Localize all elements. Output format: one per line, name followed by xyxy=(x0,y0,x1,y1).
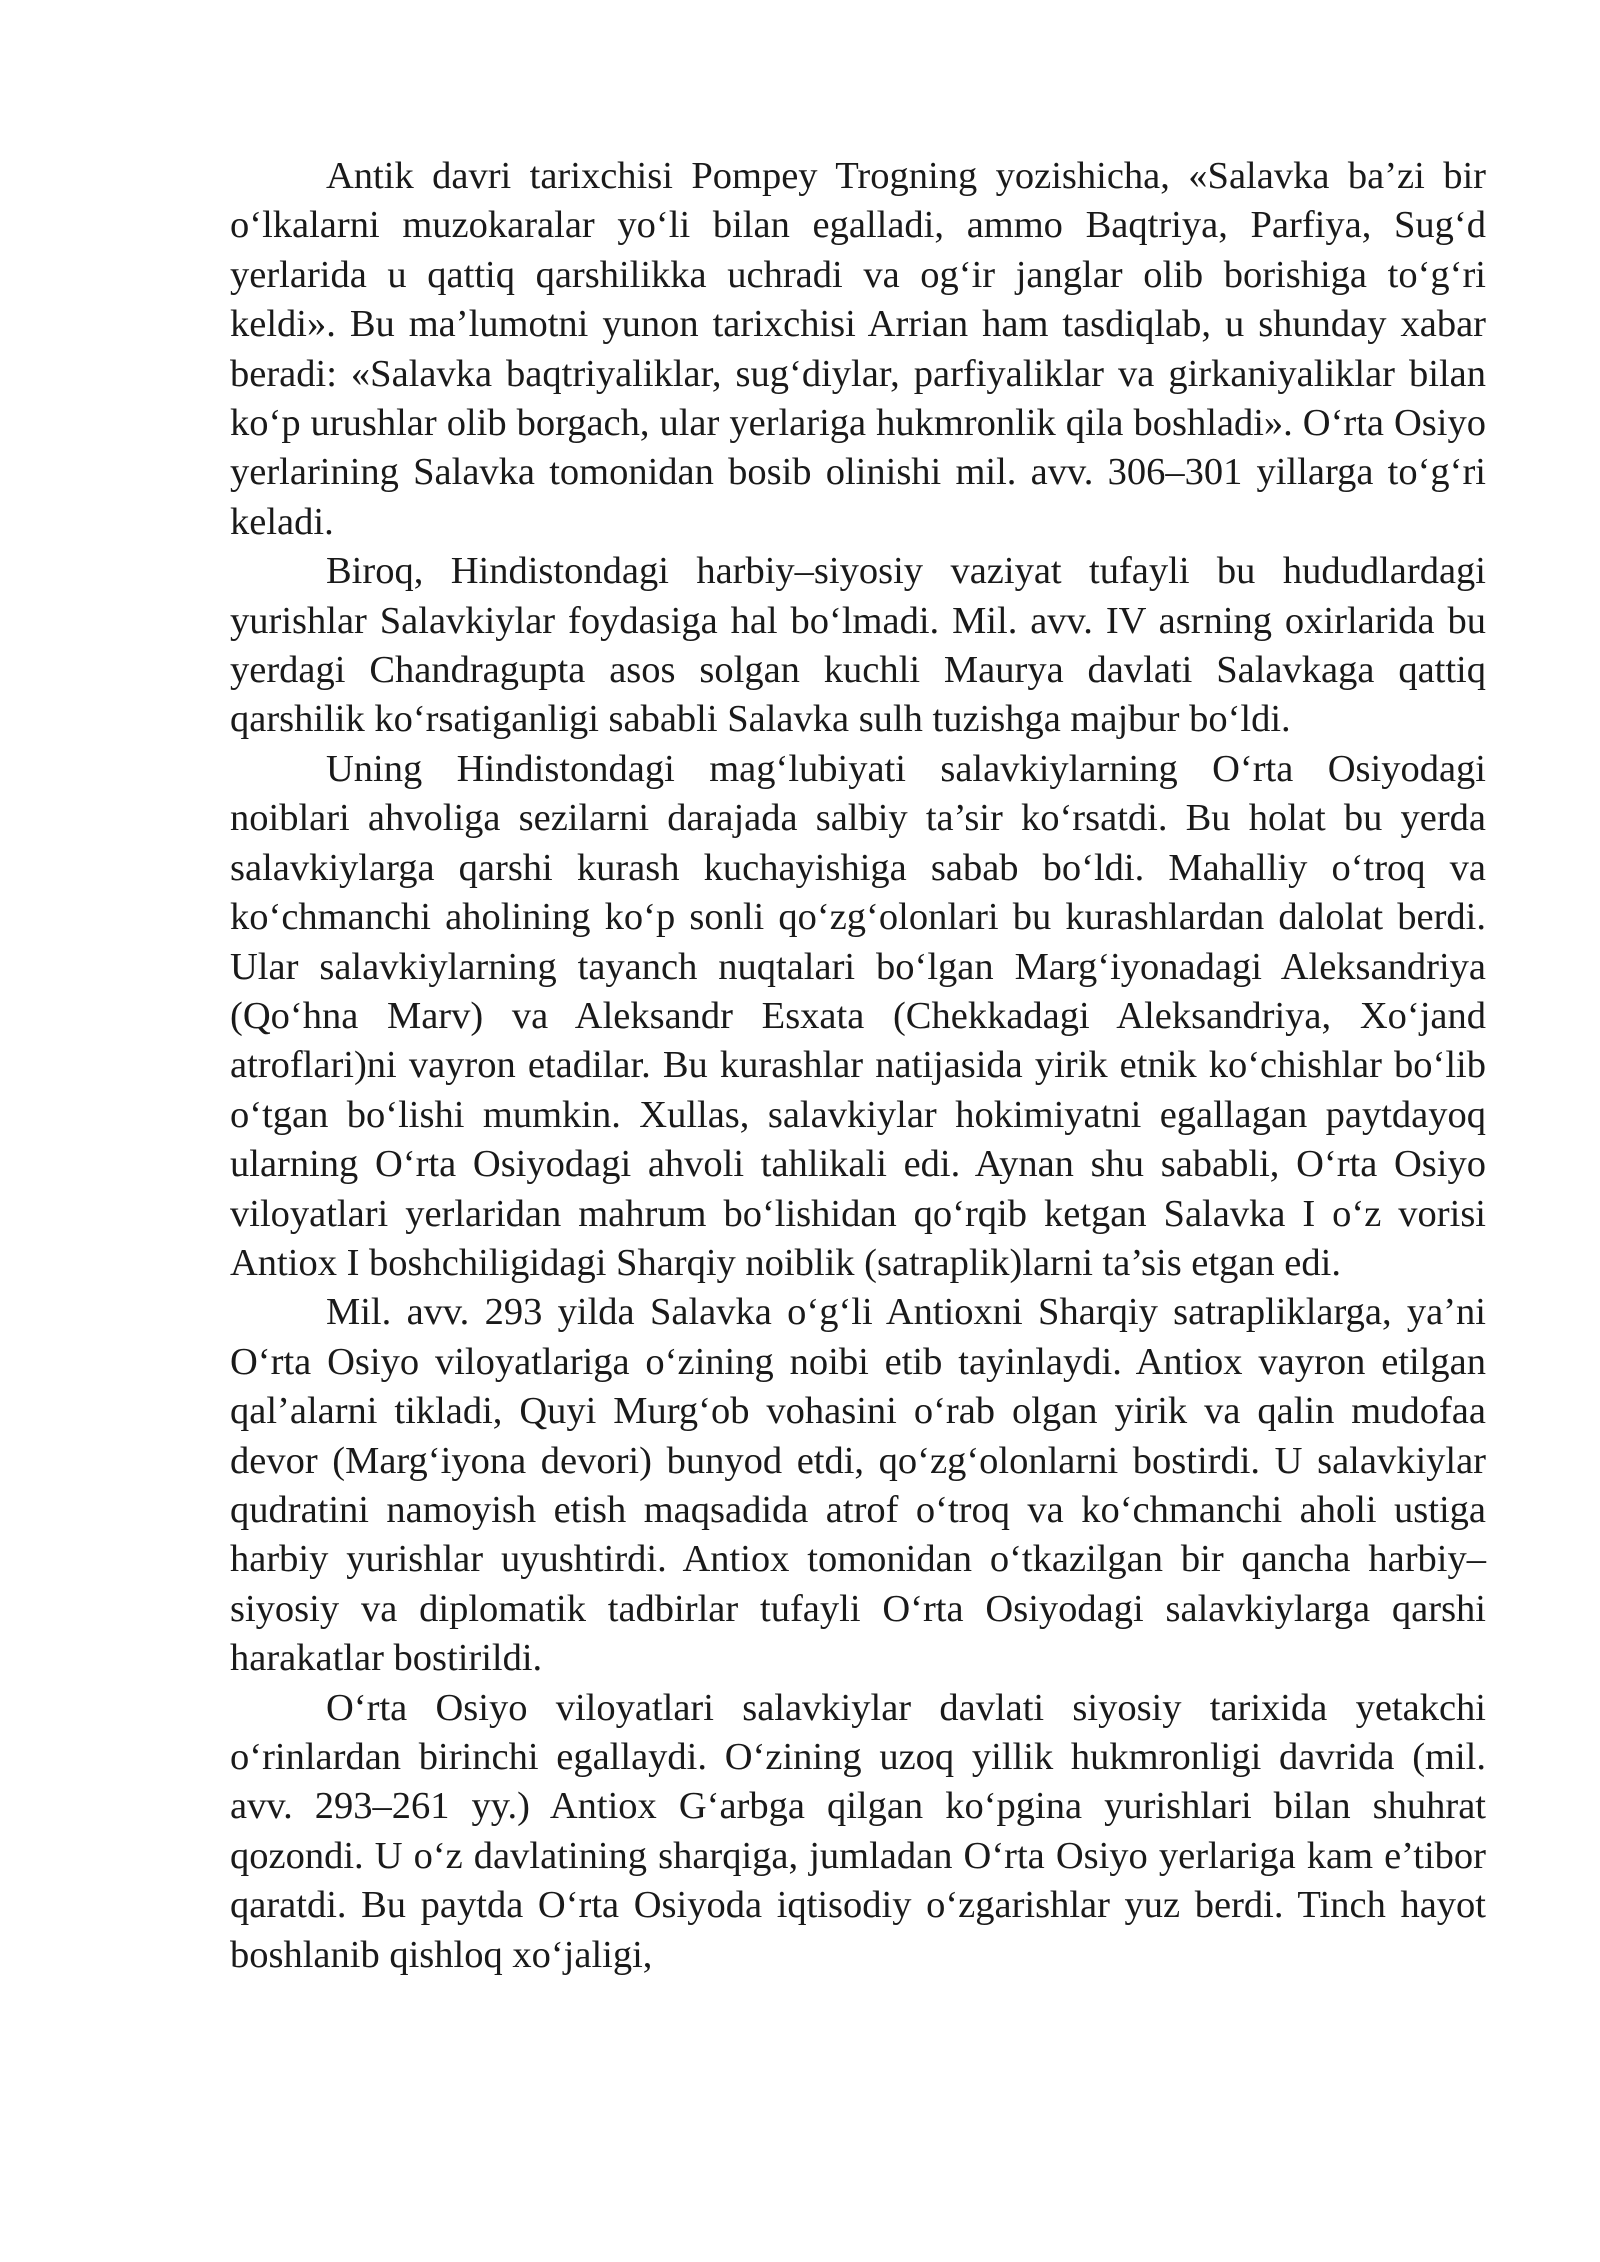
paragraph-3: Uning Hindistondagi mag‘lubiyati salavkiylarning O‘rta Osiyodagi noiblari ahvoliga sezilarni darajada salbiy ta’sir ko‘rsatdi. Bu holat bu yerda salavkiylarga qarshi kurash kuchayishiga sabab bo‘ldi. Mahalliy o‘troq va ko‘chmanchi aholining ko‘p sonli qo‘zg‘olonlari bu kurashlardan dalolat berdi. Ular salavkiylarning tayanch nuqtalari bo‘lgan Marg‘iyonadagi Aleksandriya (Qo‘hna Marv) va Aleksandr Esxata (Chekkadagi Aleksandriya, Xo‘jand atroflari)ni vayron etadilar. Bu kurashlar natijasida yirik etnik ko‘chishlar bo‘lib o‘tgan bo‘lishi mumkin. Xullas, salavkiylar hokimiyatni egallagan paytdayoq ularning O‘rta Osiyodagi ahvoli tahlikali edi. Aynan shu sababli, O‘rta Osiyo viloyatlari yerlaridan mahrum bo‘lishidan qo‘rqib ketgan Salavka I o‘z vorisi Antiox I boshchiligidagi Sharqiy noiblik (satraplik)larni ta’sis etgan edi. xyxy=(230,747,1486,1284)
paragraph-5: O‘rta Osiyo viloyatlari salavkiylar davlati siyosiy tarixida yetakchi o‘rinlardan birinchi egallaydi. O‘zining uzoq yillik hukmronligi davrida (mil. avv. 293–261 yy.) Antiox G‘arbga qilgan ko‘pgina yurishlari bilan shuhrat qozondi. U o‘z davlatining sharqiga, jumladan O‘rta Osiyo yerlariga kam e’tibor qaratdi. Bu paytda O‘rta Osiyoda iqtisodiy o‘zgarishlar yuz berdi. Tinch hayot boshlanib qishloq xo‘jaligi, xyxy=(230,1686,1486,1976)
paragraph-4: Mil. avv. 293 yilda Salavka o‘g‘li Antioxni Sharqiy satrapliklarga, ya’ni O‘rta Osiyo viloyatlariga o‘zining noibi etib tayinlaydi. Antiox vayron etilgan qal’alarni tikladi, Quyi Murg‘ob vohasini o‘rab olgan yirik va qalin mudofaa devor (Marg‘iyona devori) bunyod etdi, qo‘zg‘olonlarni bostirdi. U salavkiylar qudratini namoyish etish maqsadida atrof o‘troq va ko‘chmanchi aholi ustiga harbiy yurishlar uyushtirdi. Antiox tomonidan o‘tkazilgan bir qancha harbiy–siyosiy va diplomatik tadbirlar tufayli O‘rta Osiyodagi salavkiylarga qarshi harakatlar bostirildi. xyxy=(230,1291,1486,1680)
document-page xyxy=(230,152,1486,1980)
paragraph-2: Biroq, Hindistondagi harbiy–siyosiy vaziyat tufayli bu hududlardagi yurishlar Salavkiylar foydasiga hal bo‘lmadi. Mil. avv. IV asrning oxirlarida bu yerdagi Chandragupta asos solgan kuchli Maurya davlati Salavkaga qattiq qarshilik ko‘rsatiganligi sababli Salavka sulh tuzishga majbur bo‘ldi. xyxy=(230,550,1486,741)
paragraph-1: Antik davri tarixchisi Pompey Trogning yozishicha, «Salavka ba’zi bir o‘lkalarni muzokaralar yo‘li bilan egalladi, ammo Baqtriya, Parfiya, Sug‘d yerlarida u qattiq qarshilikka uchradi va og‘ir janglar olib borishiga to‘g‘ri keldi». Bu ma’lumotni yunon tarixchisi Arrian ham tasdiqlab, u shunday xabar beradi: «Salavka baqtriyaliklar, sug‘diylar, parfiyaliklar va girkaniyaliklar bilan ko‘p urushlar olib borgach, ular yerlariga hukmronlik qila boshladi». O‘rta Osiyo yerlarining Salavka tomonidan bosib olinishi mil. avv. 306–301 yillarga to‘g‘ri keladi. xyxy=(230,155,1486,543)
